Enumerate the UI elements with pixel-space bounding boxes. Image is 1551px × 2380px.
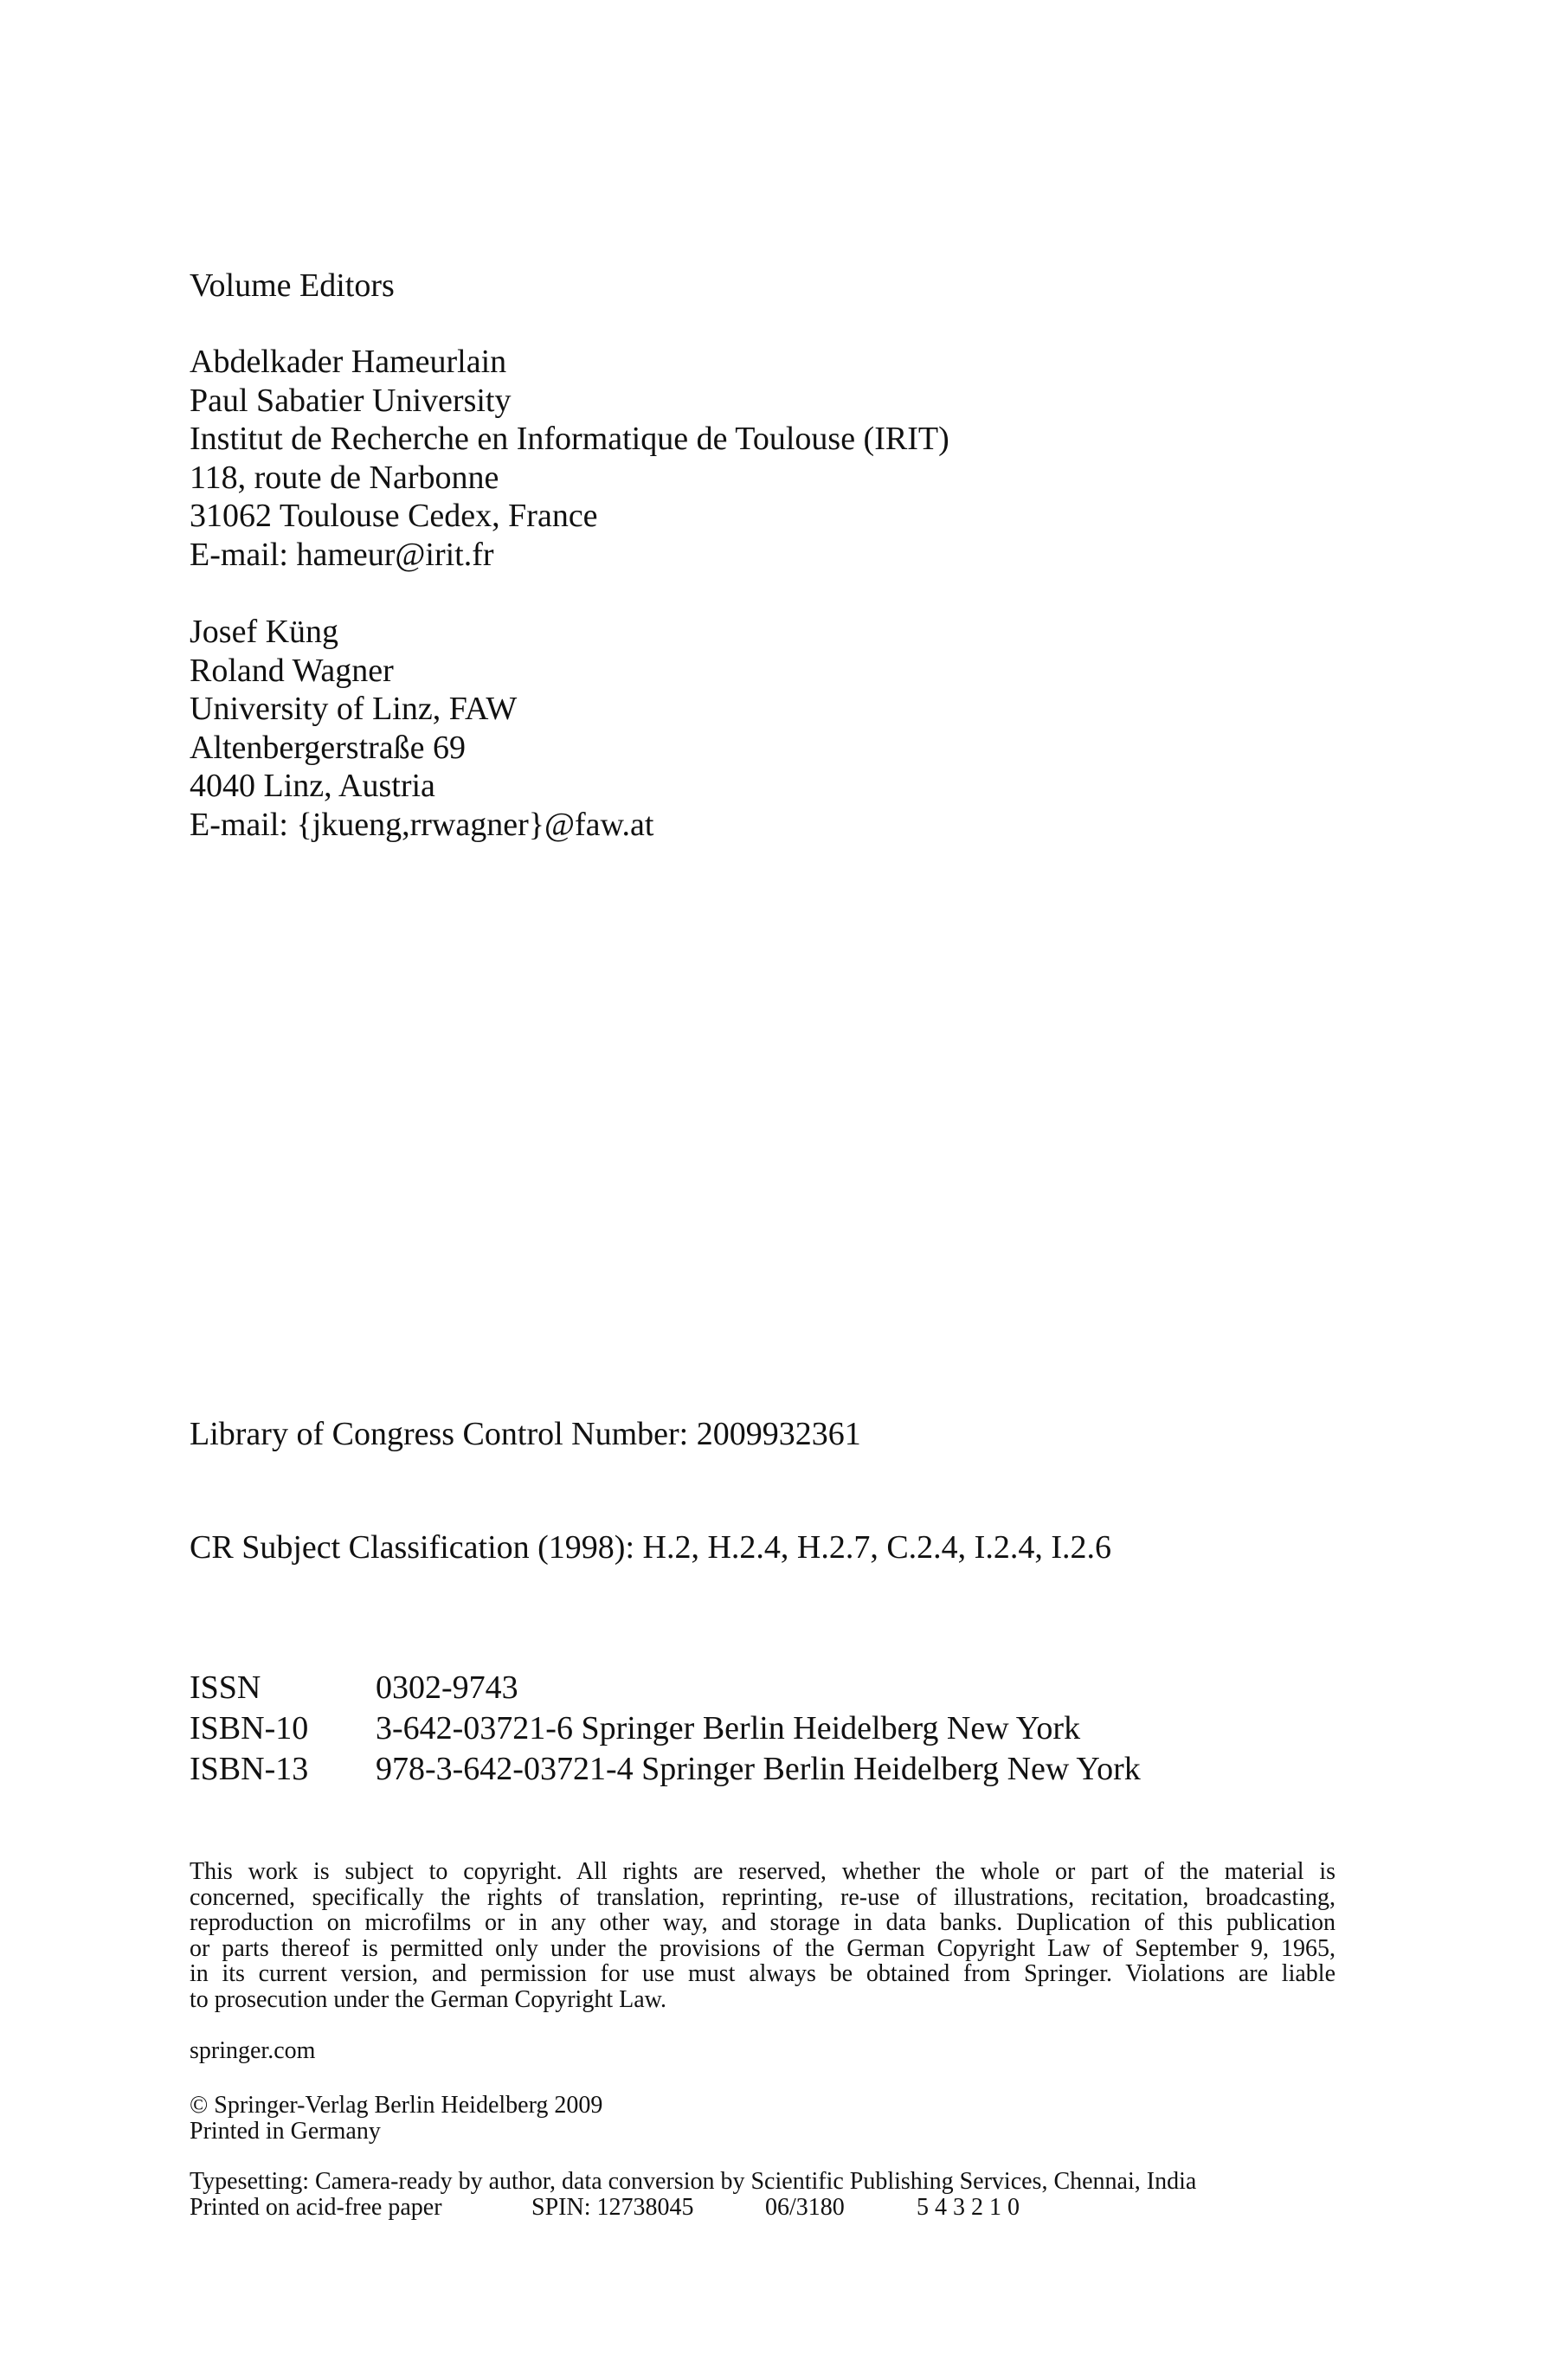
copyright-statement — [190, 2093, 602, 2144]
identifier-value: 3-642-03721-6 Springer Berlin Heidelberg New York — [376, 1710, 1081, 1746]
typesetting-credit: Typesetting: Camera-ready by author, data conversion by Scientific Publishing Services, Chennai, India — [190, 2168, 1197, 2195]
identifier-value: 978-3-642-03721-4 Springer Berlin Heidelberg New York — [376, 1751, 1141, 1787]
editor-block-hameurlain — [190, 343, 949, 574]
editor-email: E-mail: {jkueng,rrwagner}@faw.at — [190, 806, 654, 843]
editor-university: University of Linz, FAW — [190, 691, 518, 727]
imprint-spin: SPIN: 12738045 — [531, 2194, 694, 2221]
copyright-notice-line: This work is subject to copyright. All rights are reserved, whether the whole or part of the material is — [190, 1858, 1335, 1885]
copyright-notice — [190, 1859, 1335, 2012]
identifier-row-issn — [190, 1668, 1141, 1708]
editor-street: Altenbergerstraße 69 — [190, 729, 467, 766]
identifier-value: 0302-9743 — [376, 1669, 518, 1706]
identifier-label: ISSN — [190, 1669, 261, 1706]
identifier-label: ISBN-10 — [190, 1710, 309, 1746]
volume-editors-heading: Volume Editors — [190, 267, 395, 304]
springer-url: springer.com — [190, 2037, 316, 2064]
editor-name: Abdelkader Hameurlain — [190, 344, 507, 380]
copyright-line: © Springer-Verlag Berlin Heidelberg 2009 — [190, 2092, 603, 2119]
editor-name: Roland Wagner — [190, 652, 394, 689]
identifier-label: ISBN-13 — [190, 1751, 309, 1787]
editor-email: E-mail: hameur@irit.fr — [190, 536, 494, 573]
copyright-notice-line: in its current version, and permission for use must always be obtained from Springer. Violations are liable — [190, 1960, 1335, 1987]
identifier-row-isbn10 — [190, 1708, 1141, 1749]
library-of-congress-control-number: Library of Congress Control Number: 2009932361 — [190, 1416, 861, 1452]
cr-subject-classification: CR Subject Classification (1998): H.2, H.2.4, H.2.7, C.2.4, I.2.4, I.2.6 — [190, 1529, 1111, 1566]
editor-institute: Institut de Recherche en Informatique de Toulouse (IRIT) — [190, 421, 949, 457]
copyright-notice-line: concerned, specifically the rights of translation, reprinting, re-use of illustrations, recitation, broadcasting, — [190, 1883, 1335, 1911]
printed-in: Printed in Germany — [190, 2117, 381, 2145]
copyright-notice-line: to prosecution under the German Copyright Law. — [190, 1985, 667, 2013]
editor-city: 4040 Linz, Austria — [190, 768, 435, 804]
copyright-notice-line: reproduction on microfilms or in any other way, and storage in data banks. Duplication of this publication — [190, 1909, 1335, 1936]
copyright-notice-line: or parts thereof is permitted only under the provisions of the German Copyright Law of September 9, 1965, — [190, 1934, 1335, 1962]
editor-university: Paul Sabatier University — [190, 382, 512, 419]
imprint-paper: Printed on acid-free paper — [190, 2194, 442, 2221]
imprint-code: 06/3180 — [765, 2194, 845, 2221]
identifier-table — [190, 1668, 1141, 1790]
editor-street: 118, route de Narbonne — [190, 459, 499, 496]
imprint-print-run: 5 4 3 2 1 0 — [917, 2194, 1020, 2221]
editor-block-kueng-wagner — [190, 613, 653, 844]
editor-name: Josef Küng — [190, 614, 339, 650]
identifier-row-isbn13 — [190, 1749, 1141, 1790]
editor-city: 31062 Toulouse Cedex, France — [190, 498, 598, 534]
